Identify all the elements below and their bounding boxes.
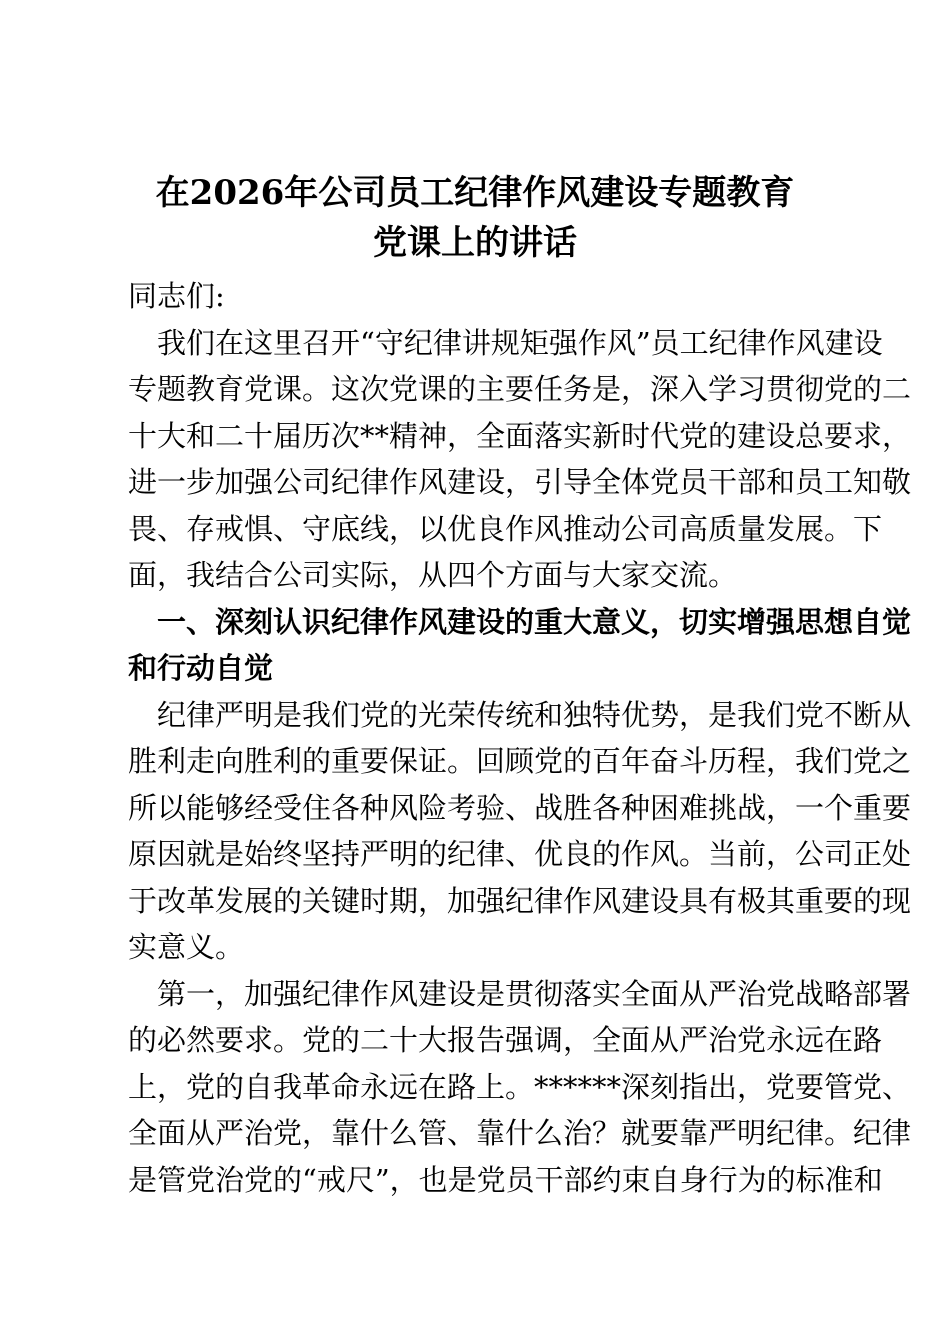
text-line: 畏、存戒惧、守底线，以优良作风推动公司高质量发展。下: [128, 511, 883, 546]
paragraph-significance: [128, 692, 912, 971]
text-line: 所以能够经受住各种风险考验、战胜各种困难挑战，一个重要: [128, 790, 912, 825]
text-line: 全面从严治党，靠什么管、靠什么治？就要靠严明纪律。纪律: [128, 1116, 912, 1150]
paragraph-intro: [128, 320, 912, 599]
text-line: 原因就是始终坚持严明的纪律、优良的作风。当前，公司正处: [128, 837, 912, 871]
text-line: 我们在这里召开“守纪律讲规矩强作风”员工纪律作风建设: [128, 325, 883, 360]
text-line: 面，我结合公司实际，从四个方面与大家交流。: [128, 558, 738, 592]
text-line: 纪律严明是我们党的光荣传统和独特优势，是我们党不断从: [128, 697, 912, 732]
text-line: 胜利走向胜利的重要保证。回顾党的百年奋斗历程，我们党之: [128, 744, 912, 778]
text-line: 于改革发展的关键时期，加强纪律作风建设具有极其重要的现: [128, 883, 912, 918]
heading-line: 和行动自觉: [128, 651, 274, 685]
text-line: 十大和二十届历次**精神，全面落实新时代党的建设总要求，: [128, 418, 912, 453]
text-line: 专题教育党课。这次党课的主要任务是，深入学习贯彻党的二: [128, 372, 912, 406]
document-body: [128, 273, 912, 1203]
salutation: 同志们:: [128, 279, 225, 313]
text-line: 的必然要求。党的二十大报告强调，全面从严治党永远在路: [128, 1023, 883, 1057]
title-line-2: 党课上的讲话: [373, 223, 577, 263]
heading-line: 一、深刻认识纪律作风建设的重大意义，切实增强思想自觉: [128, 604, 912, 639]
text-line: 进一步加强公司纪律作风建设，引导全体党员干部和员工知敬: [128, 465, 912, 499]
text-line: 上，党的自我革命永远在路上。******深刻指出，党要管党、: [128, 1069, 912, 1104]
title-line-1: 在2026年公司员工纪律作风建设专题教育: [155, 173, 795, 213]
section-heading-1: [128, 599, 912, 692]
text-line: 第一，加强纪律作风建设是贯彻落实全面从严治党战略部署: [128, 976, 912, 1011]
paragraph-first-point: [128, 971, 912, 1204]
text-line: 实意义。: [128, 930, 245, 964]
document-title: [0, 168, 950, 268]
text-line: 是管党治党的“戒尺”，也是党员干部约束自身行为的标准和: [128, 1162, 883, 1197]
